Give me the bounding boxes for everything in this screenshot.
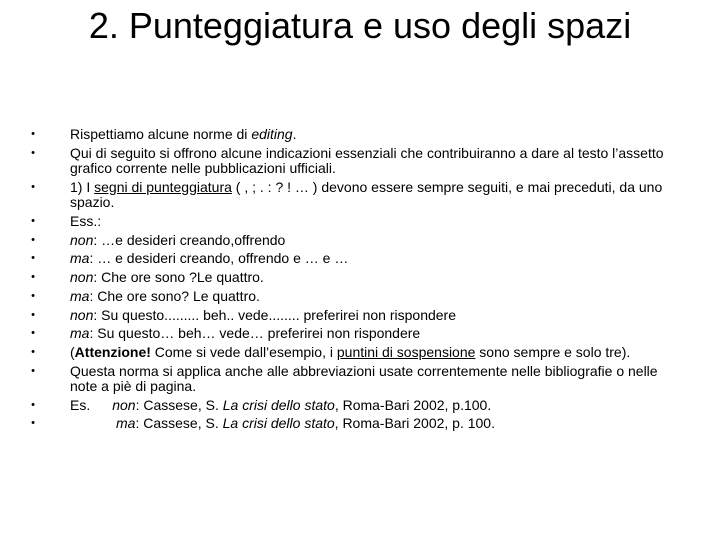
list-item: • Rispettiamo alcune norme di editing. [26,127,686,143]
bullet-icon: • [31,215,35,228]
bullet-icon: • [31,128,35,140]
list-item: • (Attenzione! Come si vede dall’esempio, i puntini di sospensione sono sempre e solo tre). [26,345,686,361]
bullet-icon: • [31,308,35,321]
bullet-icon: • [31,146,35,159]
list-item: • Questa norma si applica anche alle abbreviazioni usate correntemente nelle bibliografie o nelle note a piè di pagina. [26,364,686,395]
list-item: • non: Su questo......... beh.. vede........ preferirei non rispondere [26,308,686,324]
list-item: • non: Che ore sono ?Le quattro. [26,270,686,286]
underlined-term: segni di punteggiatura [94,178,232,195]
list-item: • Qui di seguito si offrono alcune indicazioni essenziali che contribuiranno a dare al testo l’assetto grafico corrente nelle pubblicazioni ufficiali. [26,146,686,177]
bullet-icon: • [31,398,35,411]
bullet-icon: • [31,271,35,284]
list-item: • non: …e desideri creando,offrendo [26,233,686,249]
slide-title: 2. Punteggiatura e uso degli spazi [88,5,632,46]
list-item: • Ess.: [26,214,686,230]
bullet-list [26,127,686,435]
bullet-icon: • [31,180,35,193]
list-item: • ma: … e desideri creando, offrendo e … e … [26,251,686,267]
bullet-icon: • [31,417,35,430]
bullet-icon: • [31,364,35,377]
bullet-icon: • [31,345,35,358]
list-item: • Es. non: Cassese, S. La crisi dello stato, Roma-Bari 2002, p.100. [26,398,686,414]
bullet-icon: • [31,252,35,265]
list-item: • ma: Su questo… beh… vede… preferirei non rispondere [26,326,686,342]
list-item: • ma: Cassese, S. La crisi dello stato, Roma-Bari 2002, p. 100. [26,416,686,432]
bullet-icon: • [31,327,35,340]
list-item: • 1) I segni di punteggiatura ( , ; . : ? ! … ) devono essere sempre seguiti, e mai preceduti, da uno spazio. [26,180,686,211]
bullet-icon: • [31,289,35,302]
bullet-icon: • [31,233,35,246]
warning-label: Attenzione! [74,343,151,360]
underlined-term: puntini di sospensione [336,343,476,360]
list-item: • ma: Che ore sono? Le quattro. [26,289,686,305]
